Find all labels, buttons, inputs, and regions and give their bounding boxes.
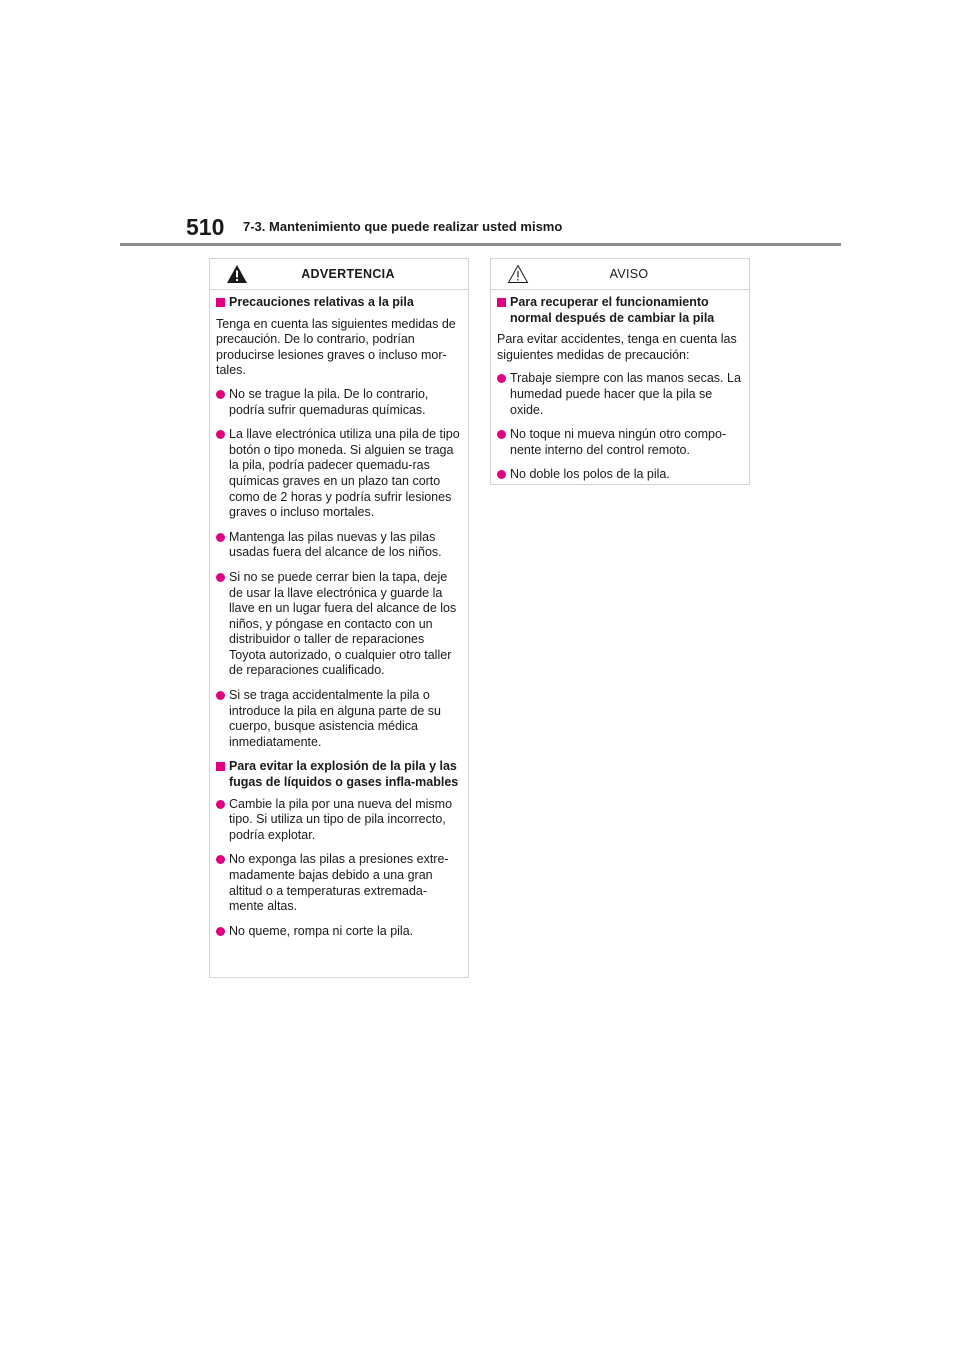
- warning-heading-explosion: Para evitar la explosión de la pila y las fugas de líquidos o gases infla-mables: [216, 759, 461, 790]
- circle-bullet-icon: [497, 430, 506, 439]
- circle-bullet-icon: [216, 691, 225, 700]
- list-item: Trabaje siempre con las manos secas. La humedad puede hacer que la pila se oxide.: [497, 371, 742, 418]
- circle-bullet-icon: [497, 374, 506, 383]
- notice-box-header: [491, 259, 749, 290]
- list-item: No queme, rompa ni corte la pila.: [216, 924, 461, 940]
- list-item: No se trague la pila. De lo contrario, podría sufrir quemaduras químicas.: [216, 387, 461, 418]
- notice-intro: Para evitar accidentes, tenga en cuenta las siguientes medidas de precaución:: [497, 332, 737, 362]
- warning-box-header: [210, 259, 468, 290]
- list-item: No exponga las pilas a presiones extre-madamente bajas debido a una gran altitud o a temperaturas extremada-mente altas.: [216, 852, 461, 914]
- list-item: No doble los polos de la pila.: [497, 467, 742, 483]
- section-title: 7-3. Mantenimiento que puede realizar usted mismo: [243, 219, 563, 234]
- square-bullet-icon: [216, 762, 225, 771]
- list-item: Si no se puede cerrar bien la tapa, deje de usar la llave electrónica y guarde la llave en un lugar fuera del alcance de los niños, y póngase en contacto con un distribuidor o taller de reparaciones Toyota autorizado, o cualquier otro taller de reparaciones cualificado.: [216, 570, 461, 679]
- list-item: La llave electrónica utiliza una pila de tipo botón o tipo moneda. Si alguien se traga la pila, podría padecer quemadu-ras químicas graves en un plazo tan corto como de 2 horas y podría sufrir lesiones graves o incluso mortales.: [216, 427, 461, 521]
- circle-bullet-icon: [216, 430, 225, 439]
- circle-bullet-icon: [216, 927, 225, 936]
- list-item: No toque ni mueva ningún otro compo-nente interno del control remoto.: [497, 427, 742, 458]
- page-number: 510: [186, 214, 225, 240]
- circle-bullet-icon: [216, 855, 225, 864]
- header-rule: [120, 243, 841, 246]
- circle-bullet-icon: [216, 390, 225, 399]
- list-item: Cambie la pila por una nueva del mismo tipo. Si utiliza un tipo de pila incorrecto, podría explotar.: [216, 797, 461, 844]
- warning-intro: Tenga en cuenta las siguientes medidas de precaución. De lo contrario, podrían producirse lesiones graves o incluso mor-tales.: [216, 316, 456, 378]
- circle-bullet-icon: [216, 800, 225, 809]
- circle-bullet-icon: [497, 470, 506, 479]
- list-item: Si se traga accidentalmente la pila o introduce la pila en alguna parte de su cuerpo, busque asistencia médica inmediatamente.: [216, 688, 461, 750]
- notice-box: [490, 258, 750, 485]
- warning-box: [209, 258, 469, 978]
- notice-heading: Para recuperar el funcionamiento normal después de cambiar la pila: [497, 295, 742, 326]
- square-bullet-icon: [216, 298, 225, 307]
- warning-triangle-filled-icon: [226, 264, 248, 284]
- warning-box-title: ADVERTENCIA: [301, 267, 395, 281]
- circle-bullet-icon: [216, 533, 225, 542]
- caution-triangle-outline-icon: [507, 264, 529, 284]
- notice-box-title: AVISO: [609, 267, 649, 281]
- warning-heading-battery: Precauciones relativas a la pila: [216, 295, 461, 311]
- list-item: Mantenga las pilas nuevas y las pilas usadas fuera del alcance de los niños.: [216, 530, 461, 561]
- square-bullet-icon: [497, 298, 506, 307]
- circle-bullet-icon: [216, 573, 225, 582]
